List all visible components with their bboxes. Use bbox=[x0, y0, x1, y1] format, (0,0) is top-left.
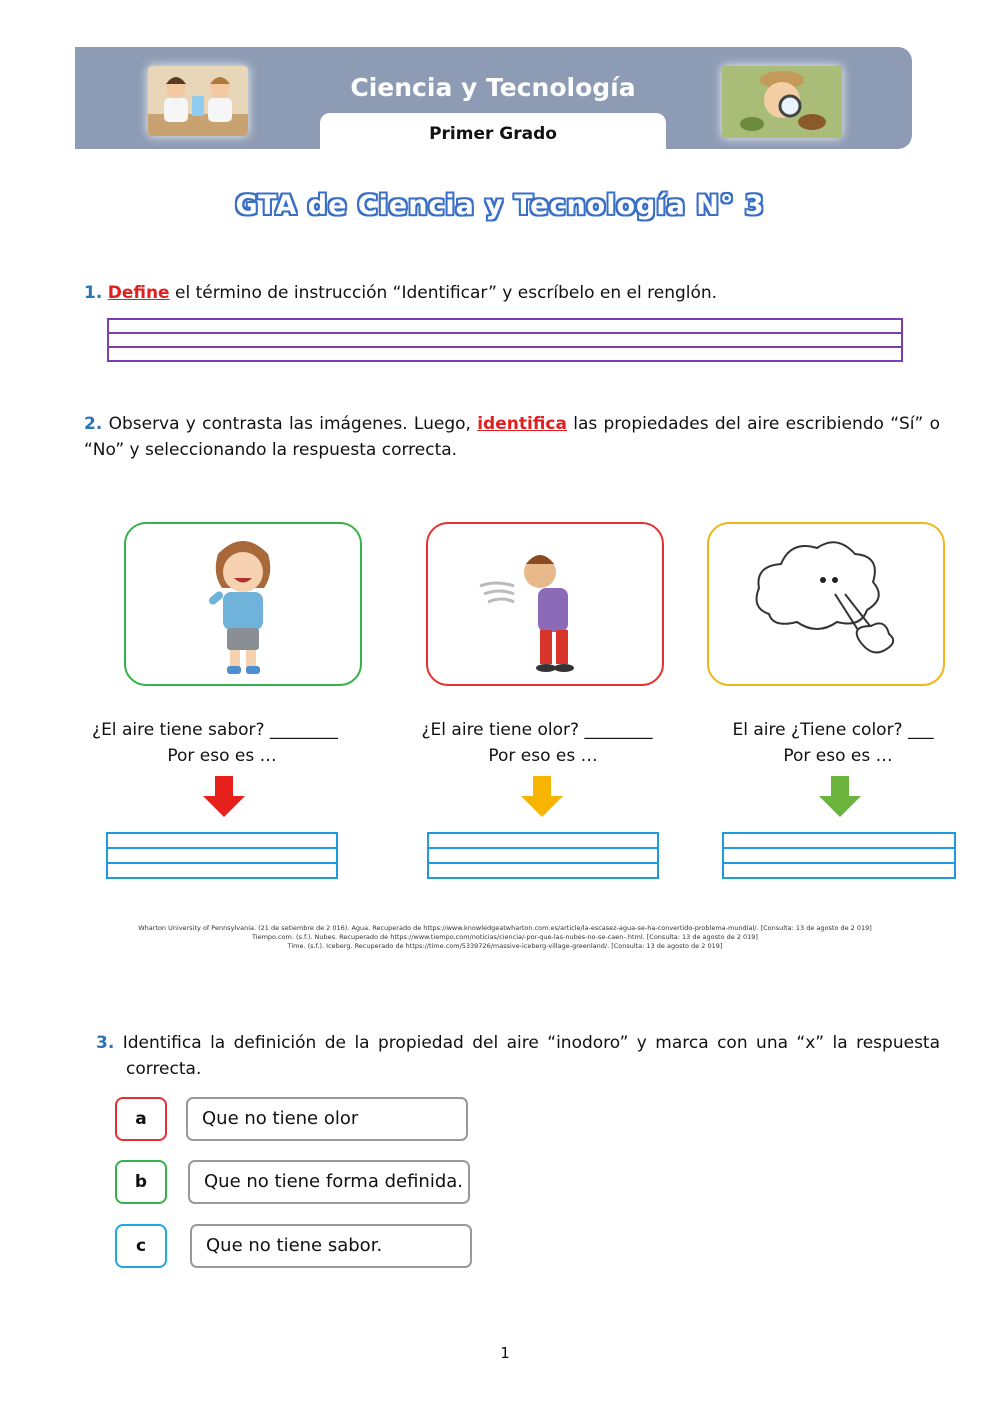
question-color: El aire ¿Tiene color? ___ bbox=[732, 720, 934, 740]
answer-line[interactable] bbox=[722, 847, 956, 862]
option-c-text[interactable]: Que no tiene sabor. bbox=[190, 1224, 472, 1268]
option-b-letter[interactable]: b bbox=[115, 1160, 167, 1204]
page-number: 1 bbox=[500, 1344, 510, 1362]
boy-laughing-illustration bbox=[126, 524, 360, 684]
answer-lines-taste[interactable] bbox=[106, 832, 338, 879]
reference-item: Time. (s.f.). Iceberg. Recuperado de https://time.com/5339726/massive-iceberg-village-greenland/. [Consulta: 13 de agosto de 2 019] bbox=[287, 942, 723, 950]
option-c-letter[interactable]: c bbox=[115, 1224, 167, 1268]
grade-label: Primer Grado bbox=[320, 113, 666, 151]
question-smell: ¿El aire tiene olor? ________ bbox=[421, 720, 653, 740]
subject-title: Ciencia y Tecnología bbox=[350, 73, 636, 102]
question-2-text-after: las propiedades del aire escribiendo “Sí” o “No” y seleccionando la respuesta correcta. bbox=[84, 414, 941, 460]
reference-item: Tiempo.com. (s.f.). Nubes. Recuperado de https://www.tiempo.com/noticias/ciencia/-por-que-las-nubes-no-se-caen-.html. [Consulta: 13 de agosto de 2 019] bbox=[252, 933, 758, 941]
question-2-number: 2. bbox=[84, 414, 103, 434]
question-3-text: Identifica la definición de la propiedad del aire “inodoro” y marca con una “x” la respuesta correcta. bbox=[122, 1033, 941, 1079]
boy-smelling-illustration bbox=[428, 524, 662, 684]
image-card-color bbox=[707, 522, 945, 686]
followup-smell: Por eso es … bbox=[488, 746, 598, 766]
answer-line[interactable] bbox=[107, 318, 903, 332]
worksheet-title: GTA de Ciencia y Tecnología N° 3 bbox=[235, 190, 765, 221]
answer-line[interactable] bbox=[427, 862, 659, 879]
question-2-text-before: Observa y contrasta las imágenes. Luego, bbox=[108, 414, 471, 434]
followup-color: Por eso es … bbox=[783, 746, 893, 766]
answer-lines-smell[interactable] bbox=[427, 832, 659, 879]
down-arrow-icon bbox=[202, 776, 246, 818]
question-1 bbox=[84, 280, 944, 306]
references bbox=[90, 924, 920, 951]
question-3 bbox=[96, 1030, 940, 1082]
question-3-number: 3. bbox=[96, 1033, 115, 1053]
answer-lines-1[interactable] bbox=[107, 318, 903, 362]
down-arrow-icon bbox=[818, 776, 862, 818]
question-1-number: 1. bbox=[84, 283, 103, 303]
answer-lines-color[interactable] bbox=[722, 832, 956, 879]
answer-line[interactable] bbox=[427, 847, 659, 862]
explorer-boy-illustration bbox=[722, 66, 842, 138]
answer-line[interactable] bbox=[427, 832, 659, 847]
image-card-smell bbox=[426, 522, 664, 686]
option-b-text[interactable]: Que no tiene forma definida. bbox=[188, 1160, 470, 1204]
down-arrow-icon bbox=[520, 776, 564, 818]
answer-line[interactable] bbox=[107, 332, 903, 346]
reference-item: Wharton University of Pennsylvania. (21 de setiembre de 2 016). Agua. Recuperado de https://www.knowledgeatwharton.com.es/article/la-escasez-agua-se-ha-convertido-problema-mundial/. [Consulta: 13 de agosto de 2 019] bbox=[138, 924, 872, 932]
image-card-taste bbox=[124, 522, 362, 686]
question-2-keyword: identifica bbox=[477, 414, 567, 434]
question-2 bbox=[84, 411, 940, 463]
option-a-text[interactable]: Que no tiene olor bbox=[186, 1097, 468, 1141]
answer-line[interactable] bbox=[107, 346, 903, 362]
answer-line[interactable] bbox=[106, 847, 338, 862]
cloud-blowing-illustration bbox=[709, 524, 943, 684]
question-1-keyword: Define bbox=[107, 283, 170, 303]
question-taste: ¿El aire tiene sabor? ________ bbox=[92, 720, 338, 740]
scientists-illustration bbox=[148, 66, 248, 136]
followup-taste: Por eso es … bbox=[167, 746, 277, 766]
answer-line[interactable] bbox=[106, 862, 338, 879]
answer-line[interactable] bbox=[722, 832, 956, 847]
answer-line[interactable] bbox=[106, 832, 338, 847]
question-1-text: el término de instrucción “Identificar” y escríbelo en el renglón. bbox=[174, 283, 718, 303]
option-a-letter[interactable]: a bbox=[115, 1097, 167, 1141]
answer-line[interactable] bbox=[722, 862, 956, 879]
